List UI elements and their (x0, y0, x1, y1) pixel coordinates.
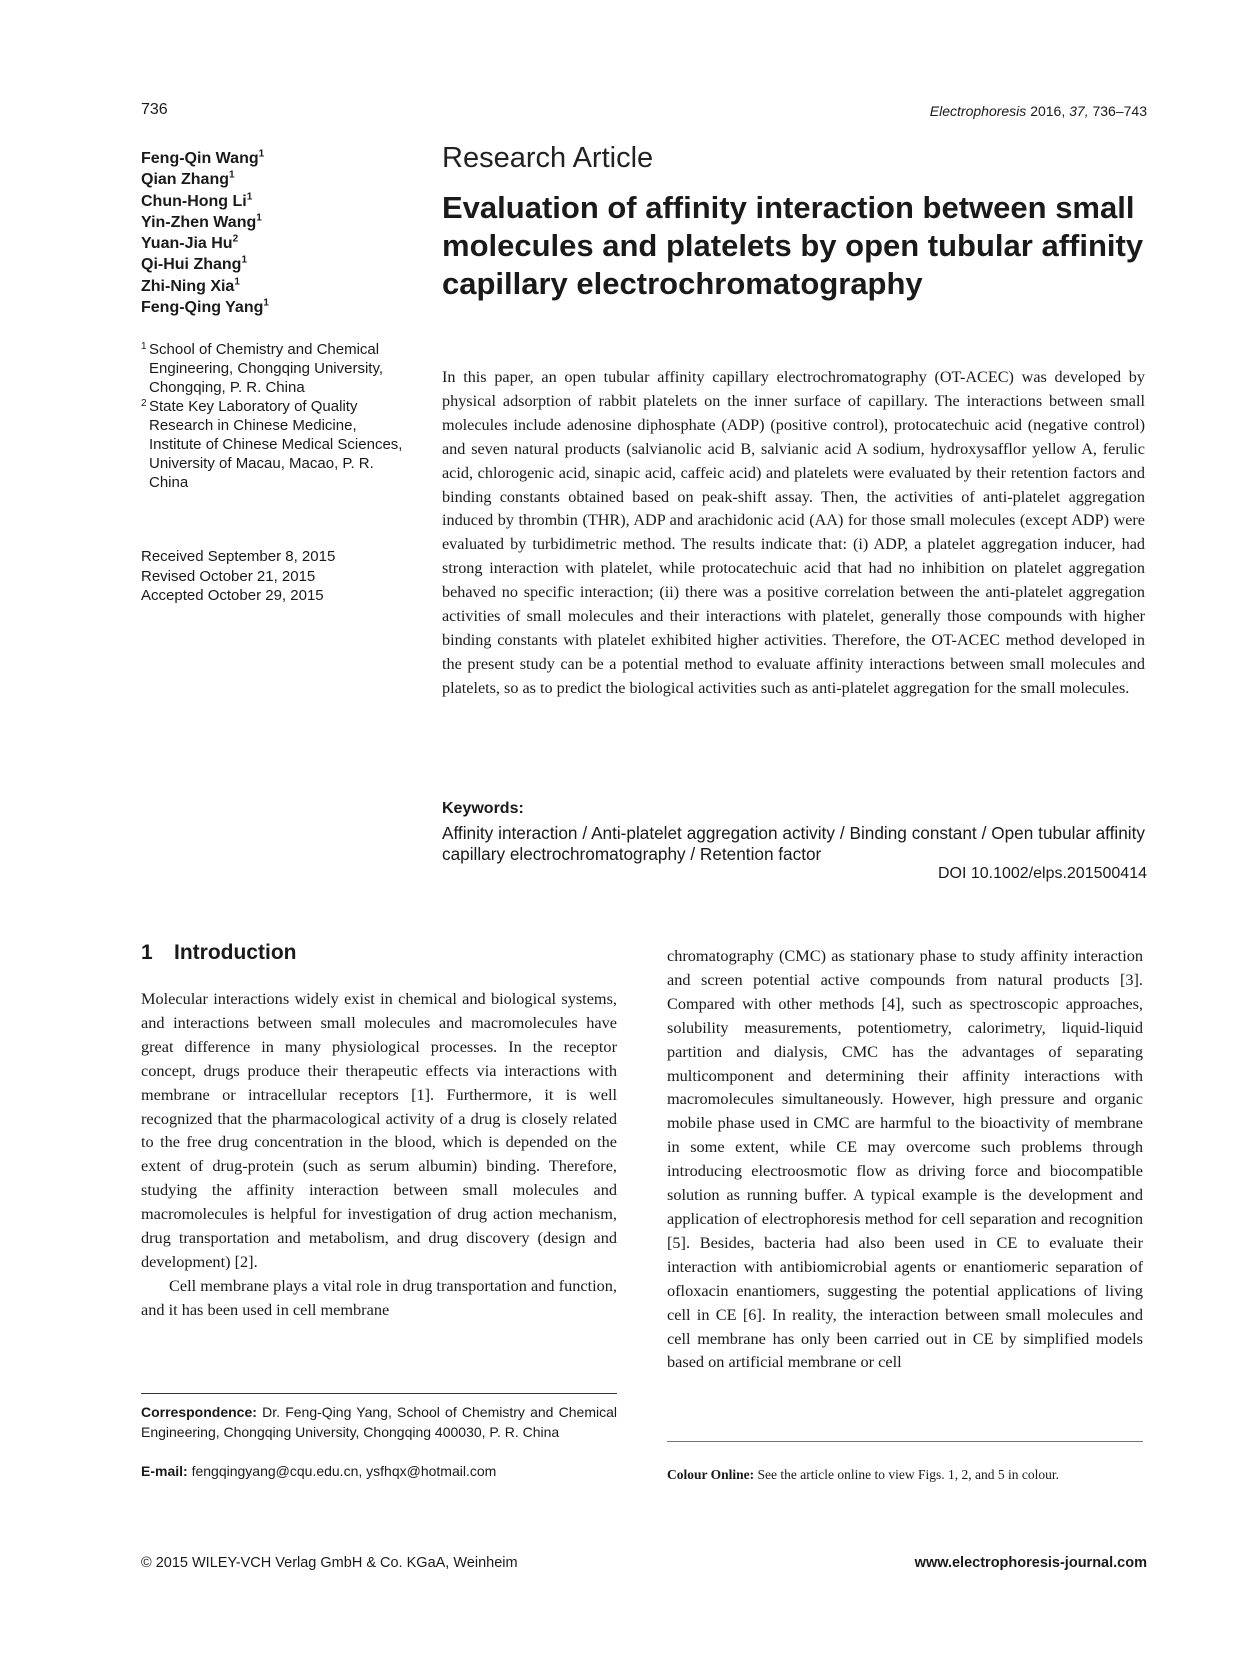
author: Feng-Qin Wang$^1$ (141, 148, 265, 167)
left-column (141, 987, 617, 1322)
correspondence-label: Correspondence: (141, 1404, 257, 1420)
journal-volume: 37, (1069, 103, 1089, 119)
colour-note-divider (667, 1441, 1143, 1442)
author: Zhi-Ning Xia$^1$ (141, 276, 240, 295)
article-type: Research Article (442, 142, 654, 174)
right-column: chromatography (CMC) as stationary phase to study affinity interaction and screen potential active compounds from natural products [3]. Compared with other methods [4], such as spectroscopic approaches, solubility measurements, potentiometry, calorimetry, liquid-liquid partition and dialysis, CMC has the advantages of separating multicomponent and determining their affinity interactions with macromolecules simultaneously. However, high pressure and organic mobile phase used in CMC are harmful to the bioactivity of membrane in some extent, while CE may overcome such problems through introducing electroosmotic flow as driving force and biocompatible solution as running buffer. A typical example is the development and application of electrophoresis method for cell separation and recognition [5]. Besides, bacteria had also been used in CE to evaluate their interaction with antibiomicrobial agents or enantiomeric separation of ofloxacin enantiomers, suggesting the potential applications of living cell in CE [6]. In reality, the interaction between small molecules and cell membrane has only been carried out in CE by simplified models based on artificial membrane or cell (667, 946, 1143, 1372)
email-label: E-mail: (141, 1463, 188, 1479)
colour-online-text: See the article online to view Figs. 1, 2, and 5 in colour. (757, 1467, 1059, 1482)
affiliation: 1 School of Chemistry and Chemical Engineering, Chongqing University, Chongqing, P. R. China (141, 341, 384, 396)
author: Yuan-Jia Hu$^2$ (141, 233, 239, 253)
section-number: 1 (141, 941, 153, 964)
footnote-divider (141, 1393, 617, 1394)
email-addresses[interactable]: fengqingyang@cqu.edu.cn, ysfhqx@hotmail.com (191, 1463, 497, 1479)
article-history (141, 547, 411, 606)
journal-citation (930, 103, 1147, 119)
author: Qian Zhang$^1$ (141, 169, 235, 189)
author-list (141, 148, 391, 318)
author: Chun-Hong Li$^1$ (141, 191, 253, 210)
correspondence-text: Dr. Feng-Qing Yang, School of Chemistry and Chemical Engineering, Chongqing University, Chongqing 400030, P. R. China (141, 1404, 617, 1440)
section-heading-introduction (141, 941, 296, 965)
email-line (141, 1462, 617, 1482)
author: Feng-Qing Yang$^1$ (141, 297, 269, 317)
author: Yin-Zhen Wang$^1$ (141, 212, 262, 231)
colour-online-label: Colour Online: (667, 1467, 755, 1482)
keywords-heading: Keywords: (442, 800, 524, 817)
received-date: Received September 8, 2015 (141, 548, 336, 565)
journal-year: 2016, (1030, 103, 1066, 119)
journal-pages: 736–743 (1092, 103, 1147, 119)
body-paragraph: Molecular interactions widely exist in chemical and biological systems, and interactions between small molecules and macromolecules have great difference in many physiological processes. In the receptor concept, drugs produce their therapeutic effects via interactions with membrane or intracellular receptors [1]. Furthermore, it is well recognized that the pharmacological activity of a drug is closely related to the free drug concentration in the blood, which is depended on the extent of drug-protein (such as serum albumin) binding. Therefore, studying the affinity interaction between small molecules and macromolecules is helpful for investigation of drug action mechanism, drug transportation and metabolism, and drug discovery (design and development) [2]. (141, 989, 617, 1271)
affiliations (141, 340, 409, 492)
author: Qi-Hui Zhang$^1$ (141, 255, 247, 274)
accepted-date: Accepted October 29, 2015 (141, 587, 324, 604)
copyright-notice: © 2015 WILEY-VCH Verlag GmbH & Co. KGaA, Weinheim (141, 1555, 518, 1571)
body-paragraph: Cell membrane plays a vital role in drug transportation and function, and it has been used in cell membrane (141, 1275, 617, 1319)
journal-name: Electrophoresis (929, 103, 1027, 119)
journal-website-link[interactable]: www.electrophoresis-journal.com (914, 1555, 1147, 1571)
page-number: 736 (141, 101, 168, 118)
affiliation: 2 State Key Laboratory of Quality Research in Chinese Medicine, Institute of Chinese Medical Sciences, University of Macau, Macao, P. R. China (141, 398, 403, 491)
doi[interactable]: DOI 10.1002/elps.201500414 (937, 865, 1147, 882)
colour-online-note (667, 1467, 1059, 1483)
revised-date: Revised October 21, 2015 (141, 567, 316, 585)
abstract: In this paper, an open tubular affinity capillary electrochromatography (OT-ACEC) was developed by physical adsorption of rabbit platelets on the inner surface of capillary. The interactions between small molecules include adenosine diphosphate (ADP) (positive control), protocatechuic acid (negative control) and seven natural products (salvianolic acid B, salvianic acid A sodium, hydroxysafflor yellow A, ferulic acid, chlorogenic acid, sinapic acid, caffeic acid) and platelets were evaluated by their retention factors and binding constants obtained based on peak-shift assay. Then, the activities of anti-platelet aggregation induced by thrombin (THR), ADP and arachidonic acid (AA) for those small molecules (except ADP) were evaluated by turbidimetric method. The results indicate that: (i) ADP, a platelet aggregation inducer, had strong interaction with platelet, while protocatechuic acid that had no inhibition on platelet aggregation behaved no specific interaction; (ii) there was a positive correlation between the anti-platelet aggregation activities of small molecules and their interactions with platelet, generally those compounds with higher binding constants with platelet exhibited higher activities. Therefore, the OT-ACEC method developed in the present study can be a potential method to evaluate affinity interactions between small molecules and platelets, so as to predict the biological activities such as anti-platelet aggregation for the small molecules. (442, 368, 1145, 697)
correspondence-note (141, 1403, 617, 1442)
article-title: Evaluation of affinity interaction between small molecules and platelets by open tubular affinity capillary electrochromatography (442, 190, 1144, 301)
section-title: Introduction (174, 941, 297, 964)
keywords-list: Affinity interaction / Anti-platelet aggregation activity / Binding constant / Open tubular affinity capillary electrochromatography / Retention factor (442, 823, 1145, 864)
